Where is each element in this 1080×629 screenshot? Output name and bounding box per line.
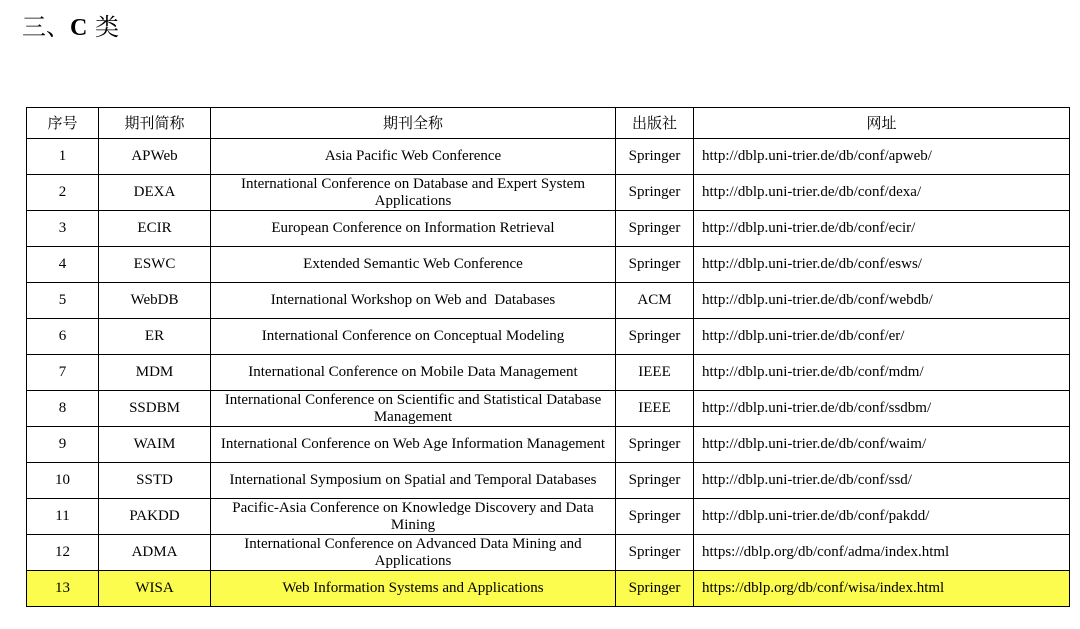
table-row [27, 139, 1070, 175]
cell-full-name: International Conference on Advanced Data Mining and Applications [211, 535, 616, 571]
cell-full-name: International Conference on Conceptual Modeling [211, 319, 616, 355]
heading-category: C [70, 15, 88, 41]
table-row [27, 319, 1070, 355]
header-full-name: 期刊全称 [211, 108, 616, 139]
cell-number: 8 [27, 391, 99, 427]
header-publisher: 出版社 [616, 108, 694, 139]
cell-number: 2 [27, 175, 99, 211]
table-row [27, 463, 1070, 499]
table-row [27, 283, 1070, 319]
cell-number: 5 [27, 283, 99, 319]
cell-url-link[interactable]: http://dblp.uni-trier.de/db/conf/er/ [694, 319, 1070, 355]
cell-full-name: International Conference on Database and Expert System Applications [211, 175, 616, 211]
cell-url-link[interactable]: http://dblp.uni-trier.de/db/conf/webdb/ [694, 283, 1070, 319]
cell-url-link[interactable]: http://dblp.uni-trier.de/db/conf/ssdbm/ [694, 391, 1070, 427]
heading-suffix: 类 [87, 13, 119, 41]
cell-abbreviation: MDM [99, 355, 211, 391]
cell-abbreviation: DEXA [99, 175, 211, 211]
heading-prefix: 三、 [22, 13, 70, 41]
cell-number: 10 [27, 463, 99, 499]
cell-publisher: Springer [616, 571, 694, 607]
cell-abbreviation: WAIM [99, 427, 211, 463]
cell-publisher: IEEE [616, 355, 694, 391]
cell-abbreviation: SSTD [99, 463, 211, 499]
cell-abbreviation: PAKDD [99, 499, 211, 535]
cell-abbreviation: APWeb [99, 139, 211, 175]
cell-publisher: Springer [616, 247, 694, 283]
cell-number: 11 [27, 499, 99, 535]
cell-abbreviation: ESWC [99, 247, 211, 283]
cell-publisher: Springer [616, 175, 694, 211]
cell-number: 13 [27, 571, 99, 607]
table-row [27, 175, 1070, 211]
cell-number: 9 [27, 427, 99, 463]
cell-url-link[interactable]: http://dblp.uni-trier.de/db/conf/ssd/ [694, 463, 1070, 499]
cell-url-link[interactable]: http://dblp.uni-trier.de/db/conf/pakdd/ [694, 499, 1070, 535]
cell-abbreviation: ECIR [99, 211, 211, 247]
cell-url-link[interactable]: https://dblp.org/db/conf/adma/index.html [694, 535, 1070, 571]
cell-number: 7 [27, 355, 99, 391]
cell-publisher: Springer [616, 535, 694, 571]
cell-url-link[interactable]: http://dblp.uni-trier.de/db/conf/waim/ [694, 427, 1070, 463]
cell-publisher: Springer [616, 319, 694, 355]
table-row [27, 211, 1070, 247]
cell-full-name: Pacific-Asia Conference on Knowledge Discovery and Data Mining [211, 499, 616, 535]
table-row [27, 247, 1070, 283]
cell-abbreviation: ER [99, 319, 211, 355]
cell-url-link[interactable]: http://dblp.uni-trier.de/db/conf/mdm/ [694, 355, 1070, 391]
table-row-highlighted [27, 571, 1070, 607]
cell-publisher: Springer [616, 463, 694, 499]
table-header-row [27, 108, 1070, 139]
section-heading [22, 10, 119, 45]
table-row [27, 355, 1070, 391]
cell-number: 4 [27, 247, 99, 283]
cell-full-name: European Conference on Information Retrieval [211, 211, 616, 247]
cell-url-link[interactable]: https://dblp.org/db/conf/wisa/index.html [694, 571, 1070, 607]
cell-number: 12 [27, 535, 99, 571]
cell-full-name: International Symposium on Spatial and Temporal Databases [211, 463, 616, 499]
table-row [27, 427, 1070, 463]
cell-publisher: Springer [616, 139, 694, 175]
cell-abbreviation: WebDB [99, 283, 211, 319]
header-abbreviation: 期刊简称 [99, 108, 211, 139]
table-row [27, 499, 1070, 535]
table-row [27, 535, 1070, 571]
cell-url-link[interactable]: http://dblp.uni-trier.de/db/conf/dexa/ [694, 175, 1070, 211]
cell-full-name: International Conference on Mobile Data Management [211, 355, 616, 391]
cell-publisher: IEEE [616, 391, 694, 427]
cell-publisher: ACM [616, 283, 694, 319]
cell-publisher: Springer [616, 427, 694, 463]
cell-abbreviation: WISA [99, 571, 211, 607]
cell-url-link[interactable]: http://dblp.uni-trier.de/db/conf/esws/ [694, 247, 1070, 283]
cell-full-name: Extended Semantic Web Conference [211, 247, 616, 283]
cell-publisher: Springer [616, 499, 694, 535]
cell-full-name: Asia Pacific Web Conference [211, 139, 616, 175]
cell-abbreviation: SSDBM [99, 391, 211, 427]
cell-url-link[interactable]: http://dblp.uni-trier.de/db/conf/apweb/ [694, 139, 1070, 175]
conference-table [26, 107, 1070, 607]
cell-number: 6 [27, 319, 99, 355]
cell-url-link[interactable]: http://dblp.uni-trier.de/db/conf/ecir/ [694, 211, 1070, 247]
cell-full-name: Web Information Systems and Applications [211, 571, 616, 607]
cell-full-name: International Conference on Scientific and Statistical Database Management [211, 391, 616, 427]
cell-full-name: International Conference on Web Age Information Management [211, 427, 616, 463]
cell-publisher: Springer [616, 211, 694, 247]
cell-abbreviation: ADMA [99, 535, 211, 571]
header-url: 网址 [694, 108, 1070, 139]
cell-full-name: International Workshop on Web and Databases [211, 283, 616, 319]
header-number: 序号 [27, 108, 99, 139]
cell-number: 1 [27, 139, 99, 175]
cell-number: 3 [27, 211, 99, 247]
table-row [27, 391, 1070, 427]
